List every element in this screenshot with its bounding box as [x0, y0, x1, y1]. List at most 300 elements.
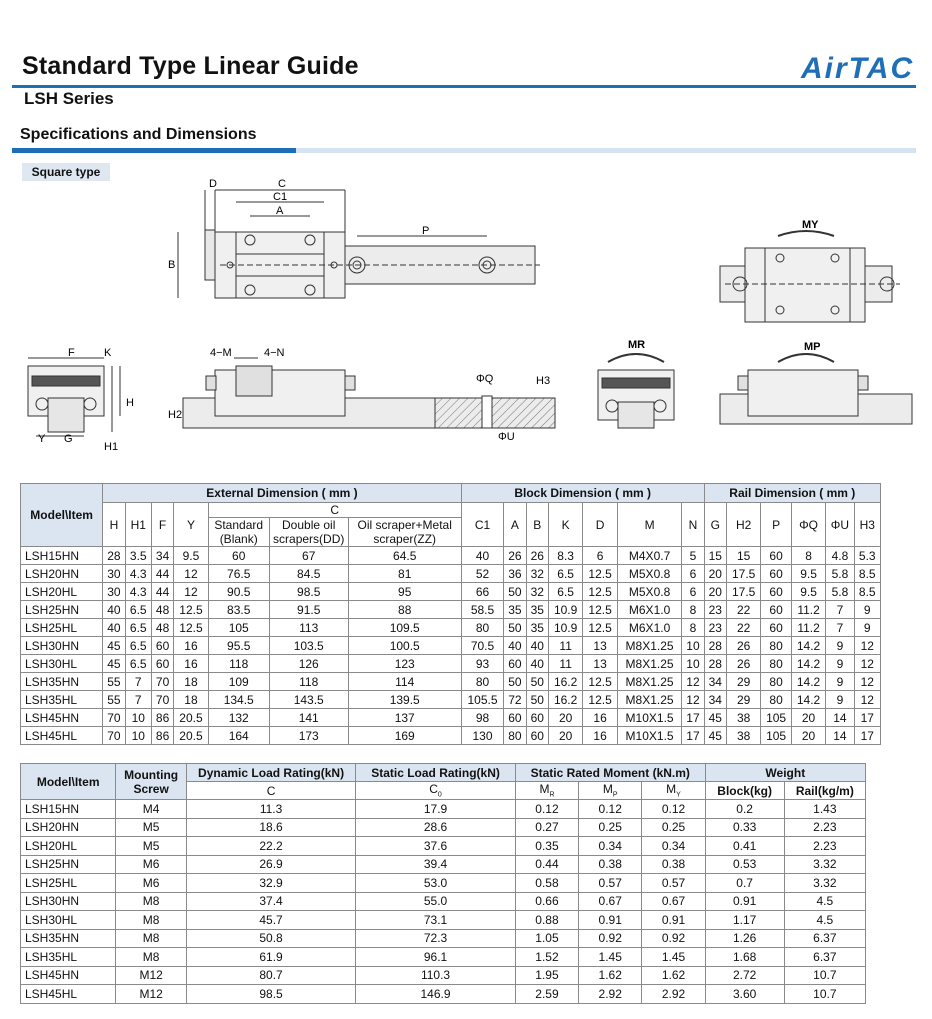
table-cell: 40: [103, 619, 125, 637]
table-cell: 55: [103, 691, 125, 709]
model-cell: LSH30HN: [21, 637, 103, 655]
table-row: [21, 985, 866, 1004]
table-cell: 2.23: [784, 837, 865, 856]
model-cell: LSH25HL: [21, 619, 103, 637]
table-cell: 60: [761, 565, 791, 583]
table-cell: 0.35: [515, 837, 578, 856]
col-c-double: Double oil scrapers(DD): [269, 518, 348, 547]
table-cell: 60: [526, 709, 548, 727]
table-cell: 12: [854, 637, 880, 655]
table-cell: 80: [461, 673, 504, 691]
table-cell: 26: [504, 547, 526, 565]
table-cell: 8.3: [548, 547, 582, 565]
table-row: [21, 691, 881, 709]
table-cell: 17: [682, 709, 704, 727]
table-cell: 12.5: [583, 583, 617, 601]
table-cell: 1.26: [705, 929, 784, 948]
table-cell: 35: [526, 619, 548, 637]
table-cell: 10: [125, 709, 151, 727]
table-cell: 60: [761, 619, 791, 637]
table-cell: 126: [269, 655, 348, 673]
table-cell: 173: [269, 727, 348, 745]
label-h2: H2: [168, 409, 183, 421]
model-cell: LSH20HN: [21, 818, 116, 837]
table-cell: 5.8: [826, 583, 854, 601]
table-cell: M5: [116, 818, 187, 837]
table-cell: 1.45: [579, 948, 642, 967]
table-cell: 2.92: [642, 985, 705, 1004]
table-cell: 114: [348, 673, 461, 691]
table-cell: 10: [682, 655, 704, 673]
label-p: P: [422, 225, 430, 237]
table-cell: 12: [174, 583, 208, 601]
label-h: H: [126, 397, 134, 409]
table-cell: 6.5: [125, 619, 151, 637]
table-cell: 6.5: [125, 601, 151, 619]
table-cell: 23: [704, 601, 726, 619]
table-cell: 143.5: [269, 691, 348, 709]
col-mr: $M_R$: [515, 782, 578, 800]
model-cell: LSH35HL: [21, 948, 116, 967]
table-cell: 7: [826, 619, 854, 637]
table-cell: 55.0: [356, 892, 516, 911]
table-cell: 60: [151, 637, 173, 655]
table-cell: 100.5: [348, 637, 461, 655]
table-cell: 12: [682, 673, 704, 691]
side-view-drawing: [183, 358, 555, 428]
table-cell: 11: [548, 655, 582, 673]
table-row: [21, 892, 866, 911]
col-block-weight: Block(kg): [705, 782, 784, 800]
table-cell: 103.5: [269, 637, 348, 655]
series-name: LSH Series: [24, 89, 114, 108]
table-cell: 0.67: [579, 892, 642, 911]
table-cell: 60: [761, 601, 791, 619]
table-cell: 38: [726, 727, 760, 745]
col-group-external: External Dimension ( mm ): [103, 484, 461, 503]
table-row: [21, 601, 881, 619]
table-cell: 0.34: [642, 837, 705, 856]
table-cell: 0.53: [705, 855, 784, 874]
table-cell: 20: [791, 709, 825, 727]
table-cell: 123: [348, 655, 461, 673]
table-cell: M10X1.5: [617, 727, 681, 745]
table-cell: M5X0.8: [617, 583, 681, 601]
table-cell: 8: [791, 547, 825, 565]
table-cell: 81: [348, 565, 461, 583]
table-cell: 1.62: [579, 966, 642, 985]
table-cell: 44: [151, 583, 173, 601]
model-cell: LSH45HL: [21, 985, 116, 1004]
table-cell: 50.8: [186, 929, 355, 948]
table-cell: 10.7: [784, 966, 865, 985]
table-cell: 4.5: [784, 892, 865, 911]
table-cell: 11.2: [791, 619, 825, 637]
table-cell: 110.3: [356, 966, 516, 985]
table-cell: 86: [151, 709, 173, 727]
table-row: [21, 966, 866, 985]
table-cell: M12: [116, 985, 187, 1004]
table-cell: 7: [125, 691, 151, 709]
table-cell: 80: [761, 673, 791, 691]
table-cell: 98.5: [186, 985, 355, 1004]
table-cell: 137: [348, 709, 461, 727]
table-cell: 18.6: [186, 818, 355, 837]
table-cell: 169: [348, 727, 461, 745]
table-cell: 20: [548, 709, 582, 727]
table-cell: M10X1.5: [617, 709, 681, 727]
table-cell: 2.59: [515, 985, 578, 1004]
model-cell: LSH45HL: [21, 727, 103, 745]
airtac-logo: AirTAC: [801, 52, 915, 85]
table-cell: 15: [704, 547, 726, 565]
table-cell: 45.7: [186, 911, 355, 930]
table-cell: 80: [761, 655, 791, 673]
load-rating-table: [20, 763, 866, 1004]
table-cell: 28: [704, 637, 726, 655]
table-cell: 29: [726, 691, 760, 709]
table-cell: 26.9: [186, 855, 355, 874]
table-cell: 12: [854, 673, 880, 691]
table-cell: 55: [103, 673, 125, 691]
table-cell: 6.5: [125, 637, 151, 655]
table-row: [21, 673, 881, 691]
table-cell: 35: [526, 601, 548, 619]
table-cell: 139.5: [348, 691, 461, 709]
table-cell: 10: [682, 637, 704, 655]
table-cell: 50: [504, 619, 526, 637]
table-cell: 3.32: [784, 855, 865, 874]
table-cell: 5.3: [854, 547, 880, 565]
table-cell: M6: [116, 855, 187, 874]
model-cell: LSH35HN: [21, 673, 103, 691]
table-cell: 141: [269, 709, 348, 727]
table-cell: 12.5: [174, 619, 208, 637]
table-cell: 80: [461, 619, 504, 637]
table-cell: 16: [174, 637, 208, 655]
table-cell: 17.9: [356, 800, 516, 819]
table-row: [21, 547, 881, 565]
table-cell: 17.5: [726, 565, 760, 583]
table-cell: 38: [726, 709, 760, 727]
table-cell: 118: [208, 655, 269, 673]
table-cell: 28: [103, 547, 125, 565]
table-cell: 20: [704, 583, 726, 601]
label-h1: H1: [104, 441, 119, 453]
model-cell: LSH25HN: [21, 601, 103, 619]
table-cell: 10.7: [784, 985, 865, 1004]
table-cell: 0.25: [579, 818, 642, 837]
model-cell: LSH25HN: [21, 855, 116, 874]
table-cell: 12.5: [583, 619, 617, 637]
table-cell: 29: [726, 673, 760, 691]
table-cell: 37.6: [356, 837, 516, 856]
table-cell: 6: [682, 583, 704, 601]
col-b: B: [526, 503, 548, 547]
table-cell: 7: [826, 601, 854, 619]
table-cell: 72.3: [356, 929, 516, 948]
table-cell: 0.38: [642, 855, 705, 874]
table-cell: 9: [854, 619, 880, 637]
label-4m: 4−M: [210, 347, 232, 359]
col-c: C: [186, 782, 355, 800]
table-cell: 6.5: [548, 583, 582, 601]
table-cell: 105: [761, 709, 791, 727]
table-cell: 105: [208, 619, 269, 637]
table-cell: 1.17: [705, 911, 784, 930]
table-cell: 48: [151, 619, 173, 637]
col-phiq: ΦQ: [791, 503, 825, 547]
table-cell: 113: [269, 619, 348, 637]
table-cell: 52: [461, 565, 504, 583]
moment-my-drawing: [720, 231, 900, 322]
table-cell: 1.62: [642, 966, 705, 985]
table-cell: M6: [116, 874, 187, 893]
table-cell: 12.5: [174, 601, 208, 619]
table-cell: 35: [504, 601, 526, 619]
table-cell: 90.5: [208, 583, 269, 601]
col-h: H: [103, 503, 125, 547]
table-cell: 60: [151, 655, 173, 673]
table-cell: 9: [826, 637, 854, 655]
label-k: K: [104, 347, 112, 359]
model-cell: LSH35HN: [21, 929, 116, 948]
label-mp: MP: [804, 341, 821, 353]
table-cell: 30: [103, 583, 125, 601]
table-cell: 6.5: [125, 655, 151, 673]
table-cell: 28.6: [356, 818, 516, 837]
table-row: [21, 709, 881, 727]
table-row: [21, 929, 866, 948]
col-static: Static Load Rating(kN): [356, 764, 516, 782]
table-row: [21, 911, 866, 930]
table-cell: 88: [348, 601, 461, 619]
label-4n: 4−N: [264, 347, 285, 359]
table-cell: 0.27: [515, 818, 578, 837]
col-a: A: [504, 503, 526, 547]
table-cell: M5X0.8: [617, 565, 681, 583]
table-row: [21, 637, 881, 655]
table-cell: 6.37: [784, 929, 865, 948]
table-cell: 70: [151, 673, 173, 691]
col-c1: C1: [461, 503, 504, 547]
table-cell: 0.33: [705, 818, 784, 837]
table-cell: 5.8: [826, 565, 854, 583]
table-cell: 61.9: [186, 948, 355, 967]
title-rule: [12, 85, 916, 88]
table-cell: 86: [151, 727, 173, 745]
table-cell: 15: [726, 547, 760, 565]
table-cell: 16: [583, 709, 617, 727]
table-cell: 22: [726, 601, 760, 619]
table-cell: 48: [151, 601, 173, 619]
table-cell: 0.91: [642, 911, 705, 930]
table-cell: 34: [704, 673, 726, 691]
table-cell: 132: [208, 709, 269, 727]
table-cell: 0.57: [579, 874, 642, 893]
table-cell: 16: [583, 727, 617, 745]
table-cell: 22.2: [186, 837, 355, 856]
model-cell: LSH20HL: [21, 583, 103, 601]
table-cell: 17.5: [726, 583, 760, 601]
table-cell: 3.60: [705, 985, 784, 1004]
table-cell: 93: [461, 655, 504, 673]
moment-mr-drawing: [598, 354, 674, 428]
table-cell: 130: [461, 727, 504, 745]
table-cell: 10.9: [548, 601, 582, 619]
table-cell: 14.2: [791, 691, 825, 709]
table-cell: 0.12: [515, 800, 578, 819]
table-cell: 0.7: [705, 874, 784, 893]
table-cell: 14: [826, 709, 854, 727]
col-c: C: [208, 503, 461, 518]
table-cell: 84.5: [269, 565, 348, 583]
table-cell: 22: [726, 619, 760, 637]
table-cell: 40: [526, 655, 548, 673]
model-cell: LSH30HL: [21, 655, 103, 673]
table-cell: 60: [526, 727, 548, 745]
col-group-weight: Weight: [705, 764, 865, 782]
table-cell: 80: [504, 727, 526, 745]
model-cell: LSH20HL: [21, 837, 116, 856]
table-cell: 53.0: [356, 874, 516, 893]
type-tag: Square type: [22, 163, 110, 181]
table-cell: 60: [208, 547, 269, 565]
col-group-rail: Rail Dimension ( mm ): [704, 484, 880, 503]
table-cell: 0.92: [579, 929, 642, 948]
model-cell: LSH20HN: [21, 565, 103, 583]
table-cell: 9: [826, 691, 854, 709]
table-cell: 11: [548, 637, 582, 655]
table-cell: 12: [174, 565, 208, 583]
model-cell: LSH30HL: [21, 911, 116, 930]
table-cell: 6: [583, 547, 617, 565]
front-view-drawing: [28, 358, 120, 436]
table-cell: 109.5: [348, 619, 461, 637]
table-row: [21, 837, 866, 856]
table-cell: 4.3: [125, 583, 151, 601]
table-row: [21, 874, 866, 893]
table-cell: 60: [761, 547, 791, 565]
table-cell: M4: [116, 800, 187, 819]
table-cell: 20.5: [174, 727, 208, 745]
table-cell: 28: [704, 655, 726, 673]
table-cell: 16.2: [548, 673, 582, 691]
col-m: M: [617, 503, 681, 547]
table-cell: 72: [504, 691, 526, 709]
table-cell: 39.4: [356, 855, 516, 874]
col-group-moment: Static Rated Moment (kN.m): [515, 764, 705, 782]
table-cell: 16.2: [548, 691, 582, 709]
dimension-table: [20, 483, 881, 745]
table-cell: 20.5: [174, 709, 208, 727]
table-row: [21, 619, 881, 637]
table-cell: 0.41: [705, 837, 784, 856]
table-cell: 105: [761, 727, 791, 745]
table-cell: 60: [504, 655, 526, 673]
table-cell: 80.7: [186, 966, 355, 985]
table-cell: M8: [116, 911, 187, 930]
table-cell: 11.2: [791, 601, 825, 619]
table-cell: 9.5: [791, 583, 825, 601]
table-cell: 12: [854, 655, 880, 673]
table-cell: 3.5: [125, 547, 151, 565]
table-cell: 109: [208, 673, 269, 691]
table-cell: 95: [348, 583, 461, 601]
table-cell: 32: [526, 583, 548, 601]
table-cell: M4X0.7: [617, 547, 681, 565]
table-cell: 6: [682, 565, 704, 583]
label-d: D: [209, 178, 217, 190]
label-f: F: [68, 347, 75, 359]
table-cell: 146.9: [356, 985, 516, 1004]
table-cell: 98.5: [269, 583, 348, 601]
table-cell: 76.5: [208, 565, 269, 583]
table-cell: 26: [726, 655, 760, 673]
table-cell: 66: [461, 583, 504, 601]
section-title: Specifications and Dimensions: [20, 126, 257, 143]
table-cell: 17: [854, 709, 880, 727]
table-cell: M8: [116, 948, 187, 967]
model-cell: LSH35HL: [21, 691, 103, 709]
table-cell: 12.5: [583, 565, 617, 583]
table-cell: 14: [826, 727, 854, 745]
label-phiu: ΦU: [498, 431, 515, 443]
table-cell: M8X1.25: [617, 691, 681, 709]
table-row: [21, 583, 881, 601]
table-cell: 1.68: [705, 948, 784, 967]
model-cell: LSH45HN: [21, 709, 103, 727]
table-cell: 6.5: [548, 565, 582, 583]
table-cell: M8X1.25: [617, 637, 681, 655]
table-cell: 0.34: [579, 837, 642, 856]
col-screw: Mounting Screw: [116, 764, 187, 800]
table-cell: 70: [151, 691, 173, 709]
table-cell: 12.5: [583, 673, 617, 691]
table-cell: 64.5: [348, 547, 461, 565]
table-cell: 0.88: [515, 911, 578, 930]
col-rail-weight: Rail(kg/m): [784, 782, 865, 800]
table-cell: 45: [704, 709, 726, 727]
table-cell: 3.32: [784, 874, 865, 893]
table-cell: 70: [103, 709, 125, 727]
table-cell: 20: [704, 565, 726, 583]
table-cell: 13: [583, 655, 617, 673]
model-cell: LSH15HN: [21, 800, 116, 819]
table-cell: 118: [269, 673, 348, 691]
table-cell: 8.5: [854, 583, 880, 601]
table-cell: 80: [761, 637, 791, 655]
col-f: F: [151, 503, 173, 547]
col-c-oil: Oil scraper+Metal scraper(ZZ): [348, 518, 461, 547]
table-cell: 67: [269, 547, 348, 565]
table-cell: 18: [174, 691, 208, 709]
table-cell: 16: [174, 655, 208, 673]
col-dynamic: Dynamic Load Rating(kN): [186, 764, 355, 782]
label-b: B: [168, 259, 176, 271]
table-cell: 0.58: [515, 874, 578, 893]
table-cell: 12: [854, 691, 880, 709]
table-cell: 96.1: [356, 948, 516, 967]
table-cell: 0.91: [705, 892, 784, 911]
col-y: Y: [174, 503, 208, 547]
col-phiu: ΦU: [826, 503, 854, 547]
table-cell: 0.12: [579, 800, 642, 819]
table-cell: 40: [504, 637, 526, 655]
table-cell: 45: [103, 655, 125, 673]
table-cell: 164: [208, 727, 269, 745]
table-cell: 17: [854, 727, 880, 745]
